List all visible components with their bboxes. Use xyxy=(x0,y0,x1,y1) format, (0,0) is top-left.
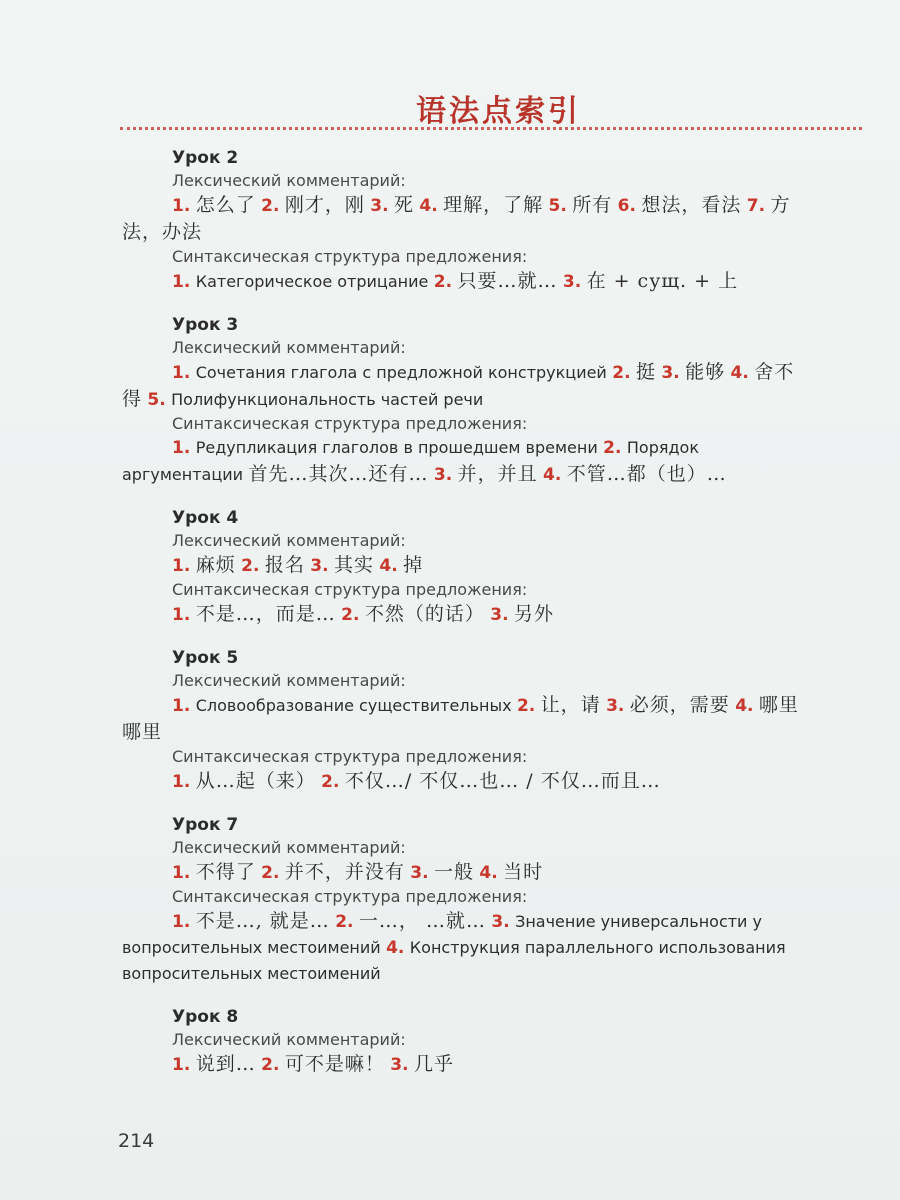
entry-number: 4. xyxy=(542,465,562,485)
entry-number: 2. xyxy=(321,772,340,792)
entry-text: Редупликация глаголов в прошедшем времени xyxy=(195,438,598,457)
index-entry-line xyxy=(122,268,862,295)
entry-text: 不得了 xyxy=(195,861,256,883)
entry-number: 3. xyxy=(490,605,509,625)
lesson-title: Урок 3 xyxy=(172,315,239,335)
entry-text: Сочетания глагола с предложной конструкцией xyxy=(195,363,607,382)
entry-text: Конструкция параллельного использования вопросительных местоимений xyxy=(122,938,786,983)
entry-text: 一般 xyxy=(433,861,474,883)
entry-text: 报名 xyxy=(264,554,305,576)
entry-text: 掉 xyxy=(403,554,424,576)
entry-text: 从…起（来） xyxy=(195,770,316,792)
entry-number: 2. xyxy=(433,272,453,292)
entry-number: 3. xyxy=(370,196,389,216)
entry-number: 1. xyxy=(172,272,191,292)
index-entry-line xyxy=(122,908,812,987)
lesson-block xyxy=(0,146,900,295)
entry-number: 3. xyxy=(390,1055,409,1075)
page-number: 214 xyxy=(118,1130,155,1152)
entry-number: 3. xyxy=(491,912,510,932)
entry-text: 想法，看法 xyxy=(641,194,742,216)
entry-number: 1. xyxy=(172,363,191,383)
entry-text: 必须，需要 xyxy=(629,694,730,716)
entry-text: 让，请 xyxy=(540,694,601,716)
entry-text: 挺 xyxy=(635,361,656,383)
entry-text: 首先…其次…还有… xyxy=(248,463,429,485)
entry-number: 2. xyxy=(335,912,354,932)
entry-number: 1. xyxy=(172,912,191,932)
entry-number: 1. xyxy=(172,196,191,216)
index-entry-line xyxy=(122,768,862,795)
entry-number: 3. xyxy=(661,363,680,383)
entry-text: 不管…都（也）… xyxy=(566,463,727,485)
lesson-title: Урок 4 xyxy=(172,508,239,528)
entry-number: 4. xyxy=(479,863,498,883)
entry-text: 说到… xyxy=(195,1053,256,1075)
section-label: Синтаксическая структура предложения: xyxy=(172,414,528,433)
section-label: Лексический комментарий: xyxy=(172,1030,406,1049)
entry-text: 其实 xyxy=(333,554,374,576)
lesson-title: Урок 5 xyxy=(172,648,239,668)
entry-text: 不然（的话） xyxy=(364,603,485,625)
entry-text: Полифункциональность частей речи xyxy=(171,390,484,409)
entry-text: 哪里哪里 xyxy=(122,694,799,743)
section-label: Лексический комментарий: xyxy=(172,531,406,550)
index-entry-line xyxy=(122,359,812,413)
entry-number: 1. xyxy=(172,605,191,625)
entry-text: Значение универсальности у вопросительных местоимений xyxy=(122,912,763,957)
grammar-index-content xyxy=(0,146,900,1096)
entry-number: 2. xyxy=(261,1055,280,1075)
entry-number: 4. xyxy=(735,696,754,716)
entry-text: 不仅…/ 不仅…也… / 不仅…而且… xyxy=(344,770,661,792)
entry-text: Словообразование существительных xyxy=(195,696,512,715)
entry-text: 几乎 xyxy=(413,1053,454,1075)
entry-number: 2. xyxy=(516,696,536,716)
index-entry-line xyxy=(122,601,862,628)
entry-number: 3. xyxy=(606,696,625,716)
entry-text: 并不，并没有 xyxy=(284,861,405,883)
title-dotted-rule xyxy=(120,127,862,130)
entry-text: 怎么了 xyxy=(195,194,256,216)
entry-number: 1. xyxy=(172,438,191,458)
lesson-block xyxy=(0,313,900,488)
entry-number: 5. xyxy=(147,390,166,410)
entry-number: 4. xyxy=(386,938,405,958)
section-label: Синтаксическая структура предложения: xyxy=(172,580,528,599)
index-entry-line xyxy=(122,1051,862,1078)
entry-number: 1. xyxy=(172,556,191,576)
entry-number: 4. xyxy=(419,196,438,216)
entry-text: 在 + сущ. + 上 xyxy=(586,270,739,292)
entry-text: 不是…，而是… xyxy=(195,603,336,625)
index-entry-line xyxy=(122,192,812,246)
entry-text: 另外 xyxy=(513,603,554,625)
entry-text: Категорическое отрицание xyxy=(195,272,429,291)
entry-text: 麻烦 xyxy=(195,554,236,576)
entry-number: 3. xyxy=(410,863,429,883)
lesson-block xyxy=(0,506,900,628)
entry-number: 1. xyxy=(172,1055,191,1075)
entry-number: 7. xyxy=(746,196,766,216)
entry-number: 1. xyxy=(172,696,191,716)
entry-text: 所有 xyxy=(572,194,613,216)
entry-number: 4. xyxy=(379,556,398,576)
section-label: Лексический комментарий: xyxy=(172,338,406,357)
entry-number: 1. xyxy=(172,863,191,883)
entry-text: 只要…就… xyxy=(457,270,558,292)
entry-number: 2. xyxy=(603,438,622,458)
entry-number: 2. xyxy=(261,863,280,883)
entry-text: 不是…, 就是… xyxy=(195,910,330,932)
index-entry-line xyxy=(122,859,862,886)
index-entry-line xyxy=(122,435,812,488)
entry-number: 2. xyxy=(341,605,360,625)
entry-number: 6. xyxy=(617,196,636,216)
entry-text: 理解，了解 xyxy=(443,194,544,216)
index-entry-line xyxy=(122,692,812,746)
lesson-title: Урок 7 xyxy=(172,815,239,835)
lesson-title: Урок 2 xyxy=(172,148,239,168)
entry-text: 当时 xyxy=(503,861,544,883)
lesson-block xyxy=(0,646,900,795)
entry-text: 一…， …就… xyxy=(358,910,486,932)
entry-number: 2. xyxy=(261,196,280,216)
section-label: Синтаксическая структура предложения: xyxy=(172,247,528,266)
page-title: 语法点索引 xyxy=(416,94,581,129)
entry-text: 刚才，刚 xyxy=(284,194,365,216)
entry-number: 1. xyxy=(172,772,191,792)
entry-text: 并，并且 xyxy=(457,463,538,485)
entry-text: 方法，办法 xyxy=(122,194,791,243)
lesson-title: Урок 8 xyxy=(172,1007,239,1027)
section-label: Лексический комментарий: xyxy=(172,171,406,190)
entry-number: 3. xyxy=(433,465,453,485)
section-label: Синтаксическая структура предложения: xyxy=(172,747,528,766)
entry-number: 2. xyxy=(612,363,631,383)
index-entry-line xyxy=(122,552,862,579)
entry-number: 2. xyxy=(241,556,260,576)
entry-text: 死 xyxy=(393,194,414,216)
lesson-block xyxy=(0,813,900,987)
entry-text: 舍不得 xyxy=(122,361,795,410)
lesson-block xyxy=(0,1005,900,1078)
entry-text: 可不是嘛！ xyxy=(284,1053,385,1075)
section-label: Синтаксическая структура предложения: xyxy=(172,887,528,906)
entry-number: 3. xyxy=(562,272,582,292)
entry-number: 5. xyxy=(548,196,567,216)
entry-text: 能够 xyxy=(685,361,726,383)
section-label: Лексический комментарий: xyxy=(172,671,406,690)
entry-text: Порядок аргументации xyxy=(122,438,699,484)
section-label: Лексический комментарий: xyxy=(172,838,406,857)
entry-number: 3. xyxy=(310,556,329,576)
entry-number: 4. xyxy=(730,363,749,383)
